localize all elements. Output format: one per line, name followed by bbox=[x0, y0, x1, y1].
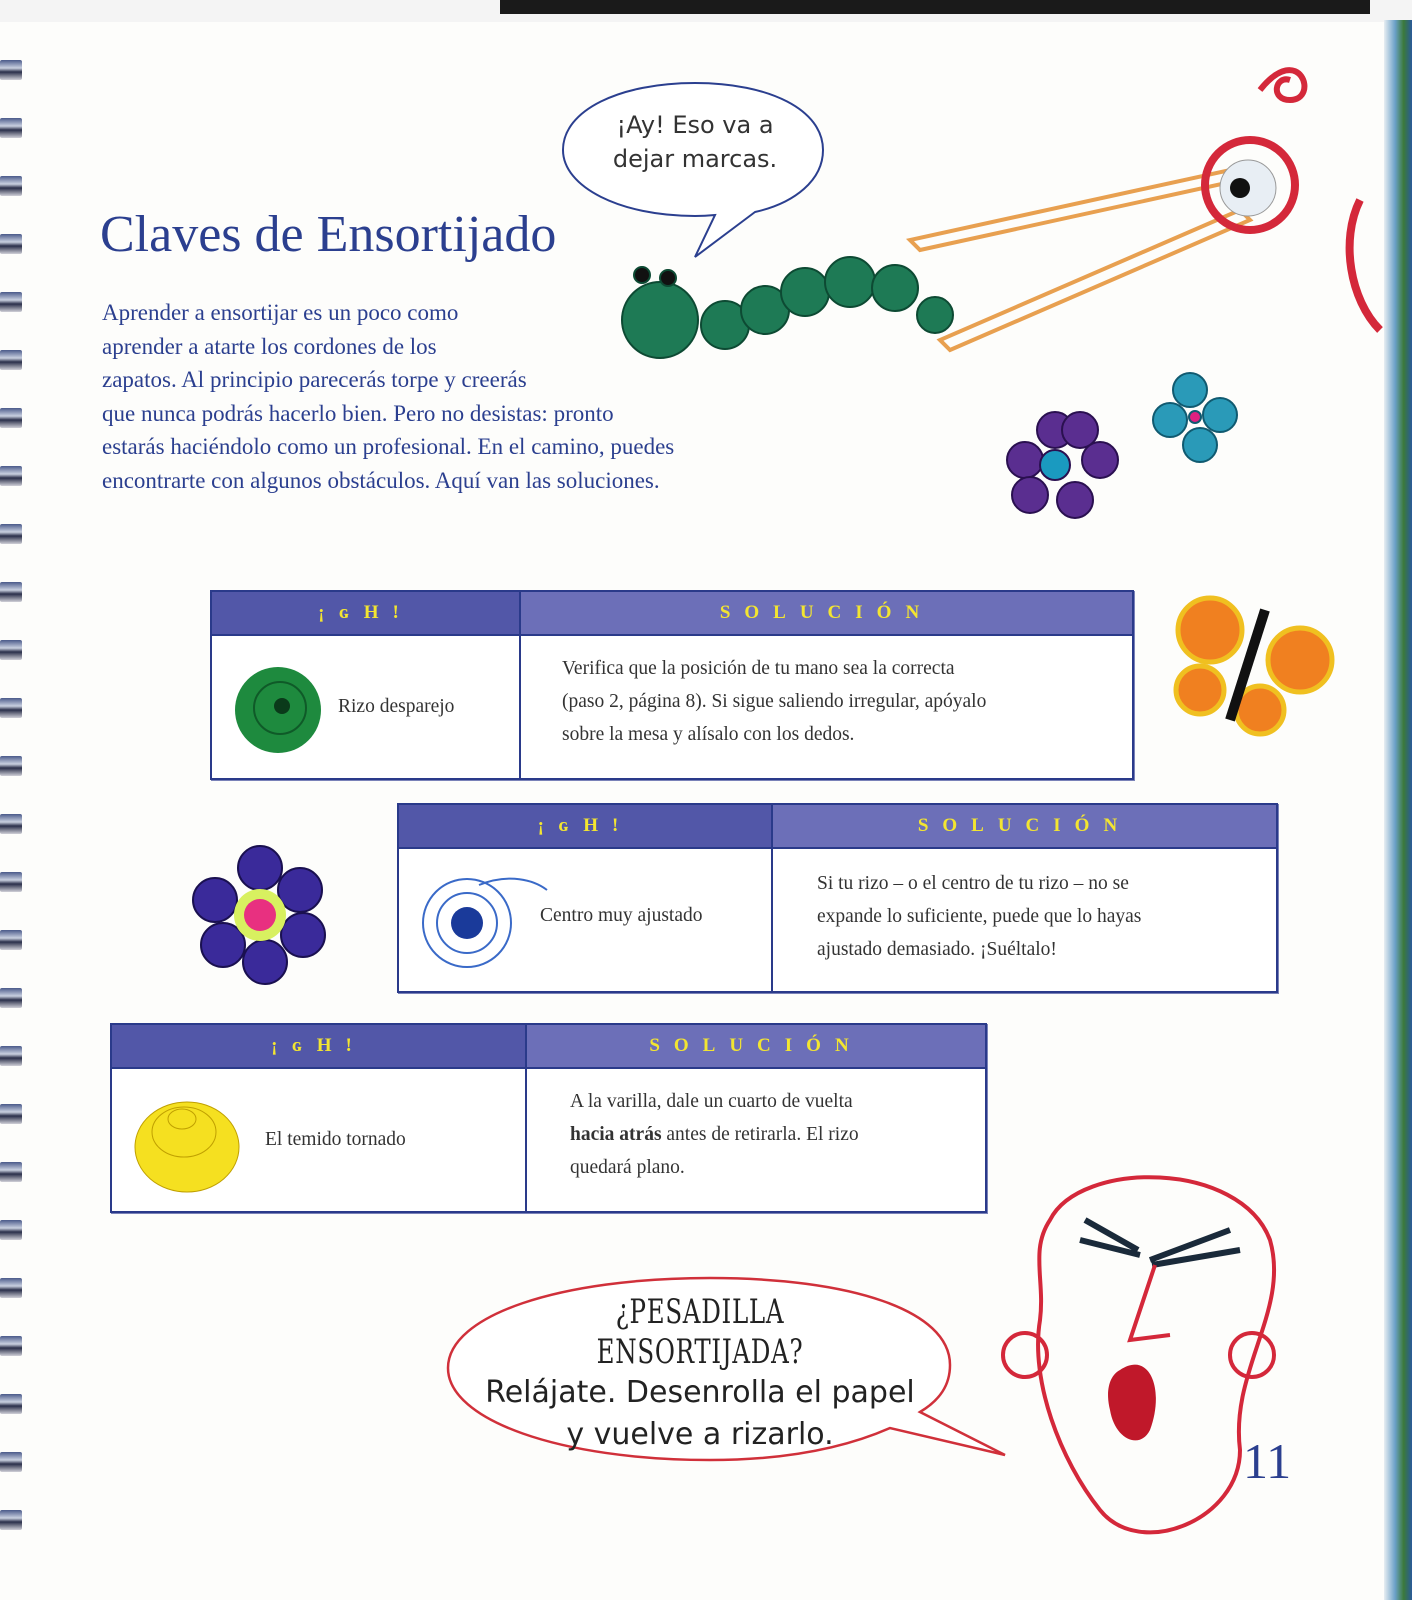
solution-line: quedará plano. bbox=[570, 1157, 685, 1178]
intro-line: aprender a atarte los cordones de los bbox=[102, 333, 437, 359]
caterpillar-quilling-icon bbox=[622, 257, 953, 358]
problem-label: Rizo desparejo bbox=[338, 696, 455, 717]
binding-ring bbox=[0, 466, 22, 486]
solution-line: Verifica que la posición de tu mano sea la correcta bbox=[562, 658, 955, 679]
binding-ring bbox=[0, 292, 22, 312]
solution-text bbox=[562, 652, 986, 751]
binding-ring bbox=[0, 234, 22, 254]
trouble-table-3 bbox=[110, 1023, 987, 1213]
bird-quilling-icon bbox=[910, 70, 1380, 350]
spiral-binding bbox=[0, 60, 26, 1580]
problem-label: El temido tornado bbox=[265, 1129, 406, 1150]
intro-line: estarás haciéndolo como un profesional. En el camino, puedes bbox=[102, 434, 675, 459]
bubble-bottom-heading: ¿PESADILLA ENSORTIJADA? bbox=[596, 1292, 804, 1372]
solution-text bbox=[570, 1085, 859, 1184]
binding-ring bbox=[0, 1510, 22, 1530]
binding-ring bbox=[0, 1336, 22, 1356]
problem-header: ¡ɢH! bbox=[399, 805, 771, 849]
teal-flower-quilling-icon bbox=[1153, 373, 1237, 462]
solution-bold: hacia atrás bbox=[570, 1124, 662, 1145]
binding-ring bbox=[0, 408, 22, 428]
solution-text bbox=[817, 867, 1141, 966]
binding-ring bbox=[0, 176, 22, 196]
binding-ring bbox=[0, 930, 22, 950]
solution-line: ajustado demasiado. ¡Suéltalo! bbox=[817, 939, 1057, 960]
binding-ring bbox=[0, 582, 22, 602]
blue-tight-coil-icon bbox=[419, 865, 554, 980]
solution-line: expande lo suficiente, puede que lo hayas bbox=[817, 906, 1142, 927]
binding-ring bbox=[0, 1278, 22, 1298]
binding-ring bbox=[0, 524, 22, 544]
problem-header: ¡ɢH! bbox=[112, 1025, 525, 1069]
scan-top-edge bbox=[0, 0, 1412, 22]
page-title: Claves de Ensortijado bbox=[100, 206, 557, 263]
intro-line: que nunca podrás hacerlo bien. Pero no desistas: pronto bbox=[102, 400, 614, 426]
binding-ring bbox=[0, 1220, 22, 1240]
binding-ring bbox=[0, 756, 22, 776]
binding-ring bbox=[0, 640, 22, 660]
bubble-bottom-line1: Relájate. Desenrolla el papel bbox=[485, 1375, 915, 1410]
binding-ring bbox=[0, 1104, 22, 1124]
intro-line: encontrarte con algunos obstáculos. Aquí van las soluciones. bbox=[102, 467, 660, 493]
solution-header: SOLUCIÓN bbox=[527, 1025, 985, 1069]
binding-ring bbox=[0, 1394, 22, 1414]
solution-mid: antes de retirarla. El rizo bbox=[661, 1124, 859, 1145]
bubble-top-line2: dejar marcas. bbox=[612, 145, 778, 173]
problem-header: ¡ɢH! bbox=[212, 592, 519, 636]
binding-ring bbox=[0, 350, 22, 370]
purple-pink-flower-quilling-icon bbox=[185, 840, 335, 990]
solution-header: SOLUCIÓN bbox=[521, 592, 1132, 636]
solution-line: A la varilla, dale un cuarto de vuelta bbox=[570, 1091, 853, 1112]
binding-ring bbox=[0, 698, 22, 718]
solution-line: Si tu rizo – o el centro de tu rizo – no se bbox=[817, 873, 1129, 894]
binding-ring bbox=[0, 872, 22, 892]
solution-line bbox=[570, 1118, 859, 1151]
purple-flower-quilling-icon bbox=[1007, 412, 1118, 518]
binding-ring bbox=[0, 1046, 22, 1066]
binding-ring bbox=[0, 1452, 22, 1472]
intro-line: Aprender a ensortijar es un poco como bbox=[102, 300, 459, 325]
bubble-bottom-line2: y vuelve a rizarlo. bbox=[566, 1417, 834, 1452]
solution-line: (paso 2, página 8). Si sigue saliendo irregular, apóyalo bbox=[562, 691, 987, 712]
problem-label: Centro muy ajustado bbox=[540, 905, 703, 926]
binding-ring bbox=[0, 814, 22, 834]
binding-ring bbox=[0, 118, 22, 138]
binding-ring bbox=[0, 60, 22, 80]
intro-line: zapatos. Al principio parecerás torpe y creerás bbox=[102, 367, 527, 392]
page-number: 11 bbox=[1243, 1433, 1292, 1489]
binding-ring bbox=[0, 1162, 22, 1182]
binding-ring bbox=[0, 988, 22, 1008]
bubble-top-line1: ¡Ay! Eso va a bbox=[616, 111, 774, 139]
green-uneven-coil-icon bbox=[232, 664, 324, 756]
solution-header: SOLUCIÓN bbox=[773, 805, 1276, 849]
butterfly-quilling-icon bbox=[1176, 598, 1332, 734]
trouble-table-1 bbox=[210, 590, 1134, 780]
face-quilling-icon bbox=[990, 1160, 1300, 1560]
yellow-tornado-coil-icon bbox=[132, 1087, 242, 1197]
trouble-table-2 bbox=[397, 803, 1278, 993]
solution-line: sobre la mesa y alísalo con los dedos. bbox=[562, 724, 855, 745]
